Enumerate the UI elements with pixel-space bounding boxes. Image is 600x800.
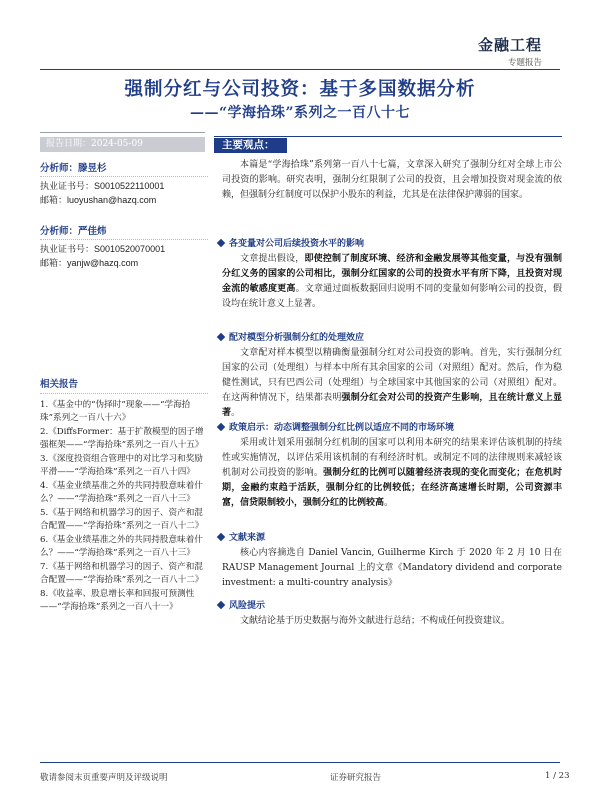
related-report-item[interactable]: 1.《基金中的“伪择时”现象——“学海拾珠”系列之一百八十六》: [40, 400, 191, 423]
related-report-item[interactable]: 5.《基于网络和机器学习的因子、资产和混合配置——“学海拾珠”系列之一百八十二》: [40, 508, 204, 531]
report-date: 报告日期：2024-05-09: [40, 137, 205, 152]
related-reports-title: 相关报告: [40, 376, 208, 394]
section-heading: 政策启示：动态调整强制分红比例以适应不同的市场环境: [216, 420, 454, 433]
related-report-item[interactable]: 7.《基于网络和机器学习的因子、资产和混合配置——“学海拾珠”系列之一百八十二》: [40, 562, 204, 585]
sidebar-divider: [40, 132, 205, 133]
page-number: 1 / 23: [545, 771, 570, 781]
section-paragraph: 文章配对样本模型以精确衡量强制分红对公司投资的影响。首先，实行强制分红国家的公司（处理组）与样本中所有其余国家的公司（对照组）配对。然后，作为稳健性测试，只有巴西公司（处理组）与全球国家中其他国家的公司（对照组）配对。在这两种情况下，结果都表明强制分红会对公司的投资产生影响，且在统计意义上显著。: [222, 348, 562, 418]
analyst-name: 滕昱杉: [78, 163, 107, 174]
section-heading: 文献来源: [216, 530, 265, 543]
bullet-diamond-icon: [217, 601, 225, 609]
analyst-block-1: [40, 160, 208, 208]
section-paragraph: 文章提出假设，即使控制了制度环境、经济和金融发展等其他变量，与没有强制分红义务的国家的公司相比，强制分红国家的公司的投资水平有所下降，且投资对现金流的敏感度更高。文章通过面板数据回归说明不同的变量如何影响公司的投资，假设均在统计意义上显著。: [222, 254, 562, 309]
section-paragraph: 采用或计划采用强制分红机制的国家可以利用本研究的结果来评估该机制的持续性或实施情况，以评估采用该机制的有利经济时机。或制定不同的法律规则来减轻该机制对公司投资的影响。强制分红的比例可以随着经济表现的变化而变化；在危机时期，金融约束趋于活跃，强制分红的比例较低；在经济高速增长时期，公司资源丰富，信贷限制较小，强制分红的比例较高。: [222, 438, 562, 508]
bullet-diamond-icon: [217, 423, 225, 431]
analyst-heading: 分析师：严佳炜: [40, 223, 208, 240]
analyst-block-2: [40, 223, 208, 271]
bullet-diamond-icon: [217, 239, 225, 247]
top-divider: [40, 69, 560, 70]
report-type: 专题报告: [507, 58, 542, 68]
analyst-name: 严佳炜: [78, 226, 107, 237]
report-title: 强制分红与公司投资：基于多国数据分析: [124, 79, 476, 100]
analyst-cert: 执业证书号：S0010520070001: [40, 244, 166, 255]
main-divider: [214, 136, 562, 137]
related-report-item[interactable]: 8.《收益率、股息增长率和回报可预测性——“学海拾珠”系列之一百八十一》: [40, 589, 195, 612]
analyst-email[interactable]: 邮箱：luoyushan@hazq.com: [40, 195, 157, 206]
section-heading: 风险提示: [216, 598, 265, 611]
related-report-item[interactable]: 4.《基金业绩基准之外的共同持股意味着什么？——“学海拾珠”系列之一百八十三》: [40, 481, 203, 504]
related-report-item[interactable]: 3.《深度投资组合管理中的对比学习和奖励平滑——“学海拾珠”系列之一百八十四》: [40, 454, 203, 477]
analyst-email[interactable]: 邮箱：yanjw@hazq.com: [40, 258, 139, 269]
footer-divider: [40, 762, 560, 763]
section-heading: 配对模型分析强制分红的处理效应: [216, 330, 364, 343]
bullet-diamond-icon: [217, 533, 225, 541]
bullet-diamond-icon: [217, 333, 225, 341]
main-points-heading: 主要观点：: [214, 138, 287, 153]
related-reports: [40, 376, 208, 615]
related-report-item[interactable]: 6.《基金业绩基准之外的共同持股意味着什么？——“学海拾珠”系列之一百八十三》: [40, 535, 203, 558]
intro-paragraph: 本篇是“学海拾珠”系列第一百八十七篇，文章深入研究了强制分红对全球上市公司投资的影响。研究表明，强制分红限制了公司的投资，且会增加投资对现金流的依赖，但强制分红制度可以保护小股东的利益，尤其是在法律保护薄弱的国家。: [222, 160, 562, 200]
section-paragraph: 核心内容摘选自 Daniel Vancin, Guilherme Kirch 于 2020 年 2 月 10 日在 RAUSP Management Journal 上的文章《Mandatory dividend and corporate investment: a multi-country analysis》: [222, 548, 562, 588]
analyst-heading: 分析师：滕昱杉: [40, 160, 208, 177]
related-report-item[interactable]: 2.《DiffsFormer：基于扩散模型的因子增强框架——“学海拾珠”系列之一百八十五》: [40, 427, 204, 450]
section-heading: 各变量对公司后续投资水平的影响: [216, 236, 364, 249]
brand-title: 金融工程: [477, 36, 542, 54]
analyst-cert: 执业证书号：S0010522110001: [40, 181, 165, 192]
footer-disclaimer: 敬请参阅末页重要声明及评级说明: [40, 773, 168, 783]
section-paragraph: 文献结论基于历史数据与海外文献进行总结；不构成任何投资建议。: [240, 616, 511, 626]
report-subtitle: ——“学海拾珠”系列之一百八十七: [189, 105, 411, 121]
footer-company: 证券研究报告: [330, 773, 382, 783]
